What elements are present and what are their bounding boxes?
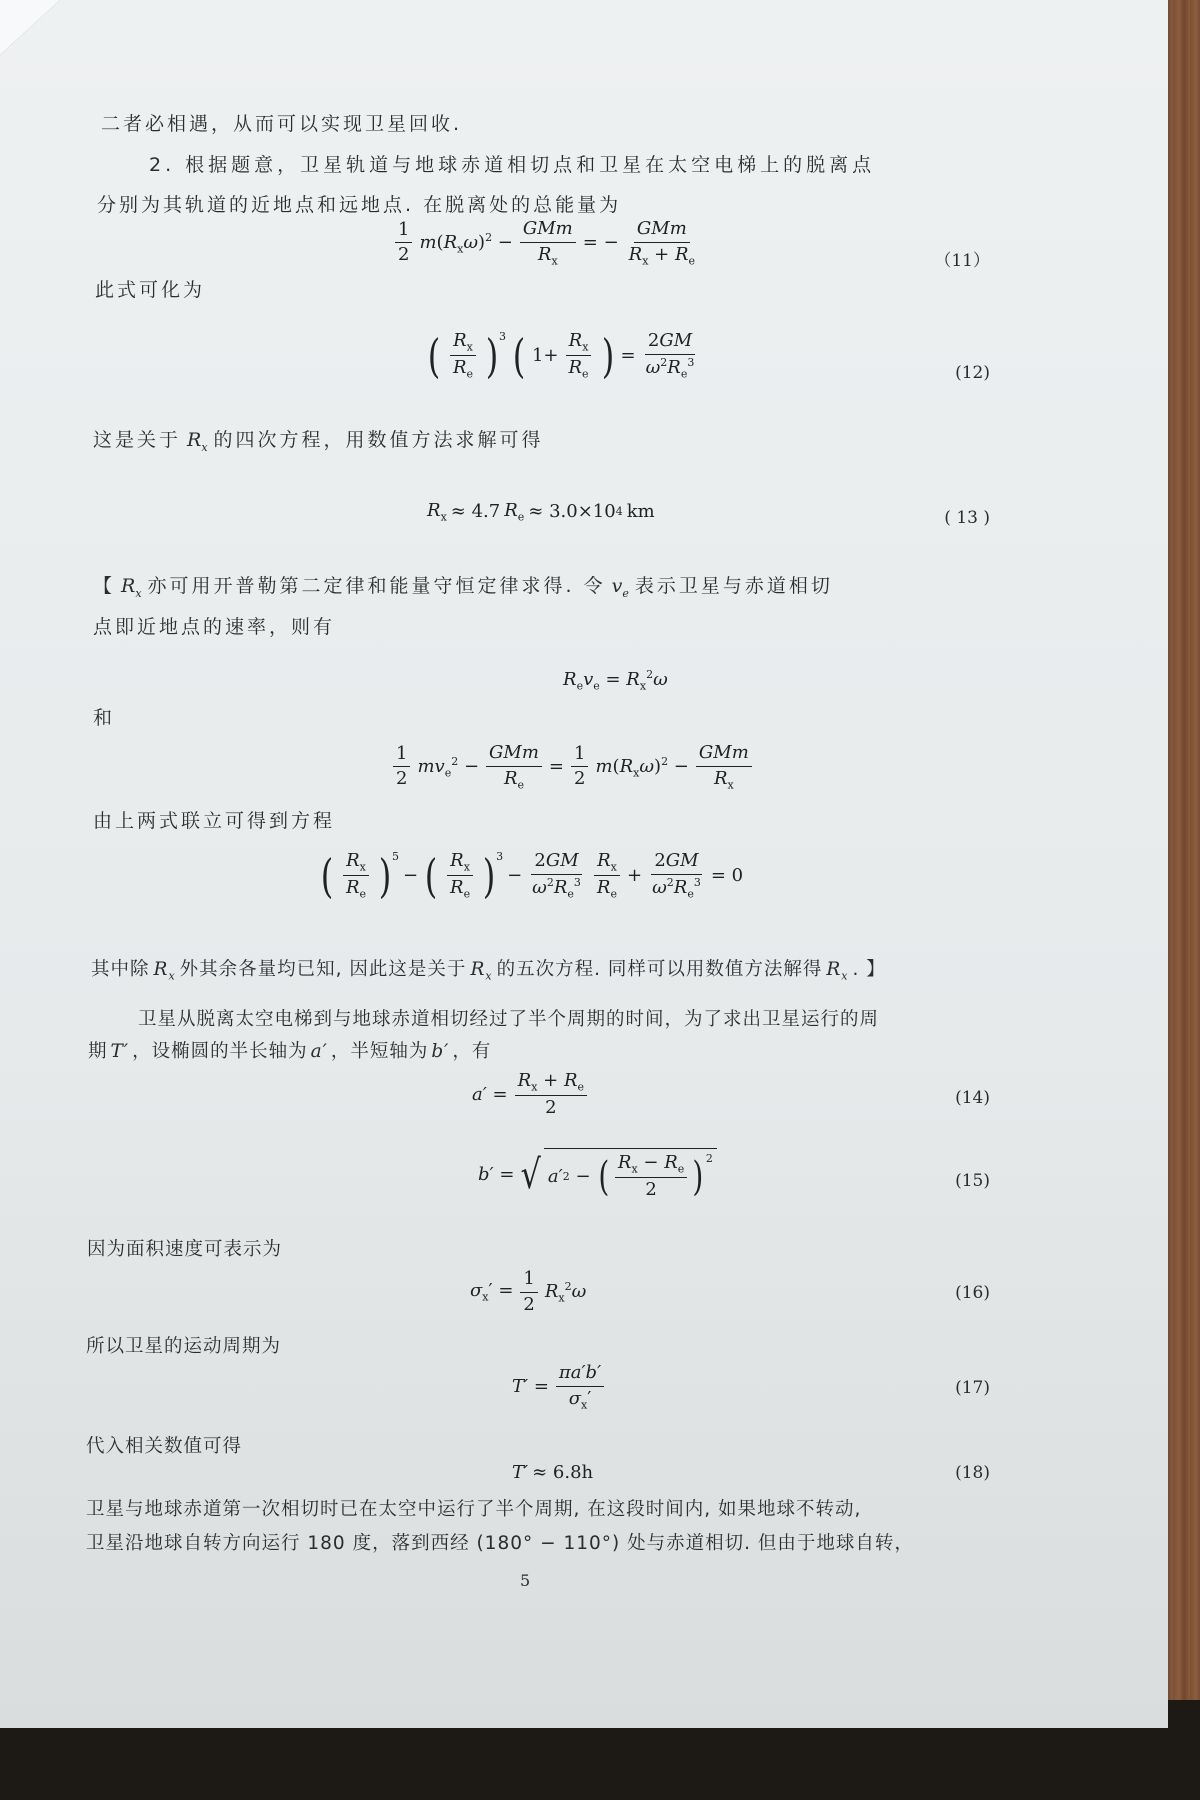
- text-line-5-end: 的四次方程，用数值方法求解可得: [213, 429, 544, 451]
- equation-number-14: (14): [955, 1088, 990, 1108]
- text-line-6-end: 表示卫星与赤道相切: [634, 575, 833, 597]
- text-line-11: 卫星从脱离太空电梯到与地球赤道相切经过了半个周期的时间，为了求出卫星运行的周: [138, 1009, 880, 1030]
- equation-11: $\frac{1}{2}$ $m(R_x\omega)^2$ − $\frac{\text{GMm}}{R_x}$ = − $\frac{\text{GMm}}{R_x + R_e}$: [392, 218, 701, 268]
- text-line-10-a: 其中除: [91, 959, 150, 980]
- equation-quintic: ( $\frac{R_x}{R_e}$ ) $^5$ − ( $\frac{R_x}{R_e}$ ) $^3$ − $\frac{2GM}{\omega^2R_e^3}$ $\frac{R_x}{R_e}$ + $\frac{2GM}{\omega^2R_e^3}$ = 0: [320, 848, 744, 903]
- equation-number-11: （11）: [934, 251, 990, 271]
- equation-number-16: (16): [955, 1283, 990, 1303]
- eq13-value: ≈ 4.7: [450, 501, 501, 523]
- text-line-4: 此式可化为: [95, 279, 206, 301]
- equation-number-13: ( 13 ): [944, 508, 990, 528]
- text-line-8: 和: [93, 707, 116, 729]
- equation-14: a′ = $\frac{R_x + R_e}{2}$: [472, 1070, 590, 1120]
- text-line-1: 二者必相遇，从而可以实现卫星回收.: [101, 113, 463, 135]
- equation-18: T′ ≈ 6.8h: [512, 1462, 594, 1483]
- page-number: 5: [520, 1571, 531, 1590]
- equation-energy: $\frac{1}{2}$ $mv_e^2$ − $\frac{\text{GMm}}{R_e}$ = $\frac{1}{2}$ $m(R_x\omega)^2$ − $\frac{\text{GMm}}{R_x}$: [390, 742, 755, 792]
- text-line-2: 2. 根据题意，卫星轨道与地球赤道相切点和卫星在太空电梯上的脱离点: [149, 154, 876, 176]
- text-line-10-b: 外其余各量均已知, 因此这是关于: [179, 959, 467, 980]
- text-line-5: 这是关于 $R_x$ 的四次方程，用数值方法求解可得: [93, 429, 544, 454]
- equation-number-18: (18): [955, 1463, 990, 1483]
- eq18-value: ≈ 6.8h: [532, 1462, 594, 1483]
- text-line-9: 由上两式联立可得到方程: [93, 810, 336, 832]
- equation-13: $R_x$ ≈ 4.7 $R_e$ ≈ 3.0×10 4 km: [427, 500, 655, 524]
- text-line-16: 卫星与地球赤道第一次相切时已在太空中运行了半个周期, 在这段时间内, 如果地球不转动,: [86, 1499, 862, 1520]
- text-line-12-c: ，半短轴为: [330, 1041, 429, 1062]
- text-line-12-a: 期: [88, 1041, 108, 1062]
- text-line-10-d: . 】: [852, 959, 886, 980]
- text-line-5-start: 这是关于: [93, 429, 182, 451]
- eq13-tail: ≈ 3.0×10: [528, 501, 616, 523]
- text-line-6: 【 $R_x$ 亦可用开普勒第二定律和能量守恒定律求得. 令 $v_e$ 表示卫星与赤道相切: [93, 575, 833, 600]
- equation-15: b′ = √ a′ 2 − ( $\frac{R_x - R_e}{2}$ ) $^2$: [478, 1148, 717, 1202]
- equation-17: T′ = $\frac{\pi a'b'}{\sigma_x'}$: [512, 1362, 607, 1412]
- text-line-13: 因为面积速度可表示为: [87, 1239, 283, 1260]
- text-line-12-b: ，设椭圆的半长轴为: [132, 1041, 308, 1062]
- text-line-12-d: ，有: [452, 1041, 492, 1062]
- bracket-open: 【: [93, 575, 116, 597]
- text-line-17: 卫星沿地球自转方向运行 180 度，落到西经 (180° − 110°) 处与赤道相切. 但由于地球自转，: [86, 1533, 914, 1554]
- text-line-7: 点即近地点的速率，则有: [93, 616, 336, 638]
- text-line-15: 代入相关数值可得: [86, 1436, 243, 1457]
- eq13-unit: km: [626, 501, 655, 523]
- equation-kepler: $R_ev_e = R_x^2\omega$: [563, 668, 668, 693]
- text-line-3: 分别为其轨道的近地点和远地点. 在脱离处的总能量为: [97, 194, 622, 216]
- equation-12: ( $\frac{R_x}{R_e}$ ) $^3$ ( 1+ $\frac{R_x}{R_e}$ ) = $\frac{2GM}{\omega^2R_e^3}$: [427, 328, 695, 383]
- text-line-10-c: 的五次方程. 同样可以用数值方法解得: [496, 959, 823, 980]
- equation-16: $\sigma_x'$ = $\frac{1}{2}$ $R_x^2\omega$: [470, 1268, 587, 1315]
- text-line-6-mid: 亦可用开普勒第二定律和能量守恒定律求得. 令: [147, 575, 606, 597]
- eq13-exponent: 4: [615, 505, 623, 519]
- equation-number-12: (12): [955, 363, 990, 383]
- text-line-10: 其中除 $R_x$ 外其余各量均已知, 因此这是关于 $R_x$ 的五次方程. 同样可以用数值方法解得 $R_x$ . 】: [91, 959, 886, 983]
- text-line-14: 所以卫星的运动周期为: [86, 1336, 282, 1357]
- text-line-12: 期 T′ ，设椭圆的半长轴为 a′ ，半短轴为 b′ ，有: [88, 1041, 492, 1062]
- equation-number-15: (15): [955, 1171, 990, 1191]
- equation-number-17: (17): [955, 1378, 990, 1398]
